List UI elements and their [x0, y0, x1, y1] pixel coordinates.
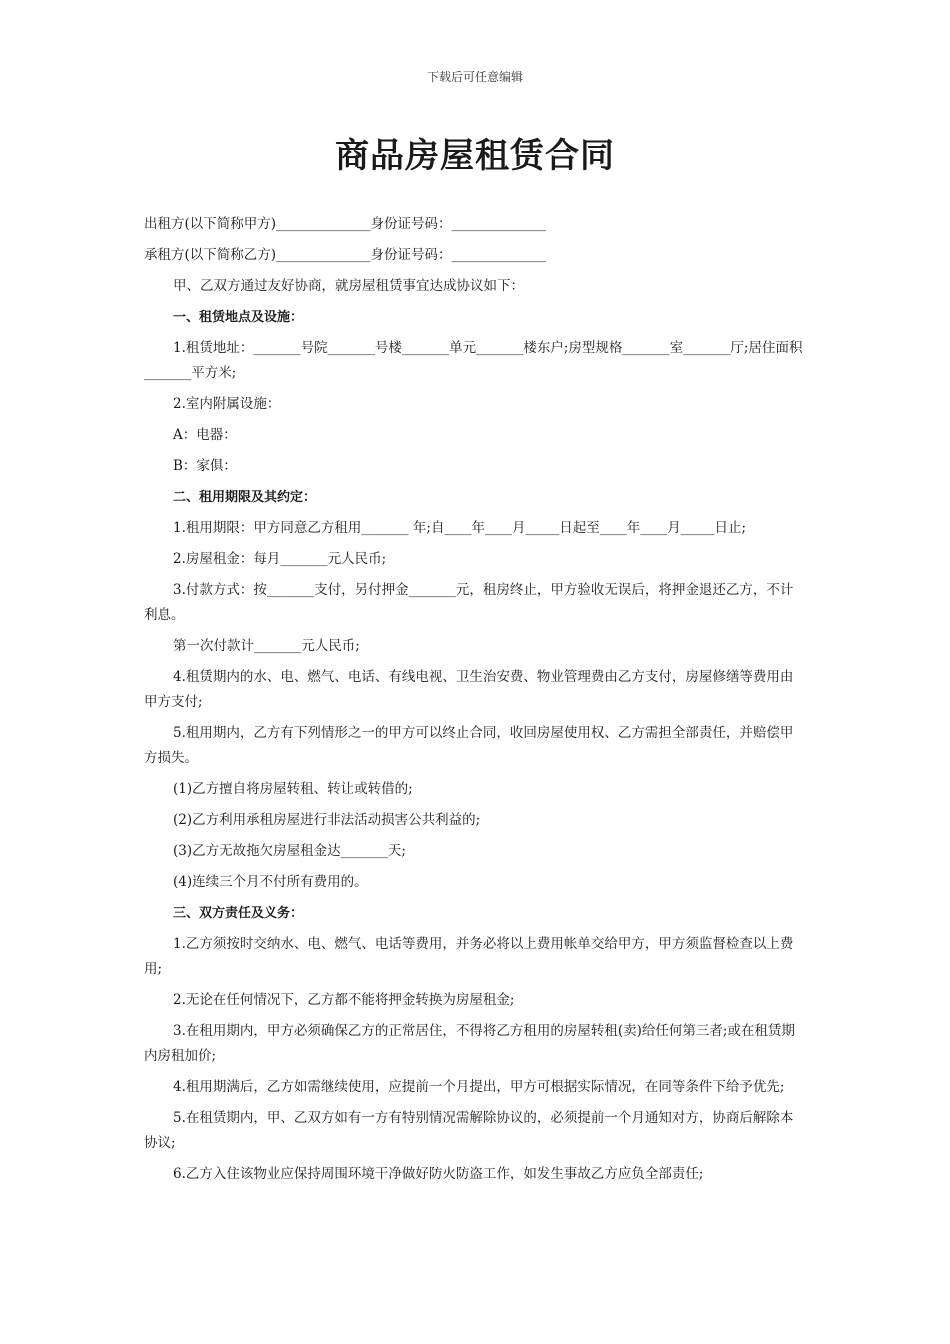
- paragraph: (4)连续三个月不付所有费用的。: [173, 874, 368, 890]
- paragraph: 承租方(以下简称乙方)______________身份证号码：______________: [144, 247, 547, 263]
- paragraph: (1)乙方擅自将房屋转租、转让或转借的;: [173, 781, 413, 797]
- paragraph: 甲、乙双方通过友好协商，就房屋租赁事宜达成协议如下：: [173, 278, 524, 294]
- paragraph: 3.付款方式：按_______支付，另付押金_______元，租房终止，甲方验收无误后，将押金退还乙方，不计利息。: [144, 582, 794, 623]
- paragraph: 出租方(以下简称甲方)______________身份证号码：______________: [144, 216, 547, 232]
- paragraph: 6.乙方入住该物业应保持周围环境干净做好防火防盗工作，如发生事故乙方应负全部责任;: [173, 1166, 704, 1182]
- document-title: 商品房屋租赁合同: [335, 136, 615, 176]
- paragraph: 4.租赁期内的水、电、燃气、电话、有线电视、卫生治安费、物业管理费由乙方支付，房屋修缮等费用由甲方支付;: [144, 669, 794, 710]
- paragraph: A：电器：: [173, 427, 237, 443]
- paragraph: 第一次付款计_______元人民币;: [173, 638, 360, 654]
- header-note: 下载后可任意编辑: [426, 70, 523, 84]
- paragraph: 1.租赁地址：_______号院_______号楼_______单元_______楼东户;房型规格_______室_______厅;居住面积_______平方米;: [144, 340, 803, 381]
- paragraph: 2.室内附属设施：: [173, 396, 281, 412]
- section-heading: 一、租赁地点及设施：: [173, 310, 304, 325]
- paragraph: 2.房屋租金：每月_______元人民币;: [173, 551, 387, 567]
- paragraph: 4.租用期满后，乙方如需继续使用，应提前一个月提出，甲方可根据实际情况，在同等条件下给予优先;: [173, 1079, 785, 1095]
- paragraph: 2.无论在任何情况下，乙方都不能将押金转换为房屋租金;: [173, 992, 515, 1008]
- paragraph: 1.乙方须按时交纳水、电、燃气、电话等费用，并务必将以上费用帐单交给甲方，甲方须监督检查以上费用;: [144, 936, 794, 977]
- paragraph: (3)乙方无故拖欠房屋租金达_______天;: [173, 843, 406, 859]
- paragraph: 1.租用期限：甲方同意乙方租用_______ 年;自____年____月_____日起至____年____月_____日止;: [173, 520, 747, 536]
- paragraph: (2)乙方利用承租房屋进行非法活动损害公共利益的;: [173, 812, 481, 828]
- paragraph: 5.租用期内，乙方有下列情形之一的甲方可以终止合同，收回房屋使用权、乙方需担全部责任，并赔偿甲方损失。: [144, 725, 794, 766]
- section-heading: 三、双方责任及义务：: [173, 906, 304, 921]
- paragraph: B：家俱：: [173, 458, 237, 474]
- contract-body: [144, 212, 806, 1187]
- paragraph: 5.在租赁期内，甲、乙双方如有一方有特别情况需解除协议的，必须提前一个月通知对方，协商后解除本协议;: [144, 1110, 794, 1151]
- paragraph: 3.在租用期内，甲方必须确保乙方的正常居住，不得将乙方租用的房屋转租(卖)给任何第三者;或在租赁期内房租加价;: [144, 1023, 795, 1064]
- section-heading: 二、租用期限及其约定：: [173, 490, 317, 505]
